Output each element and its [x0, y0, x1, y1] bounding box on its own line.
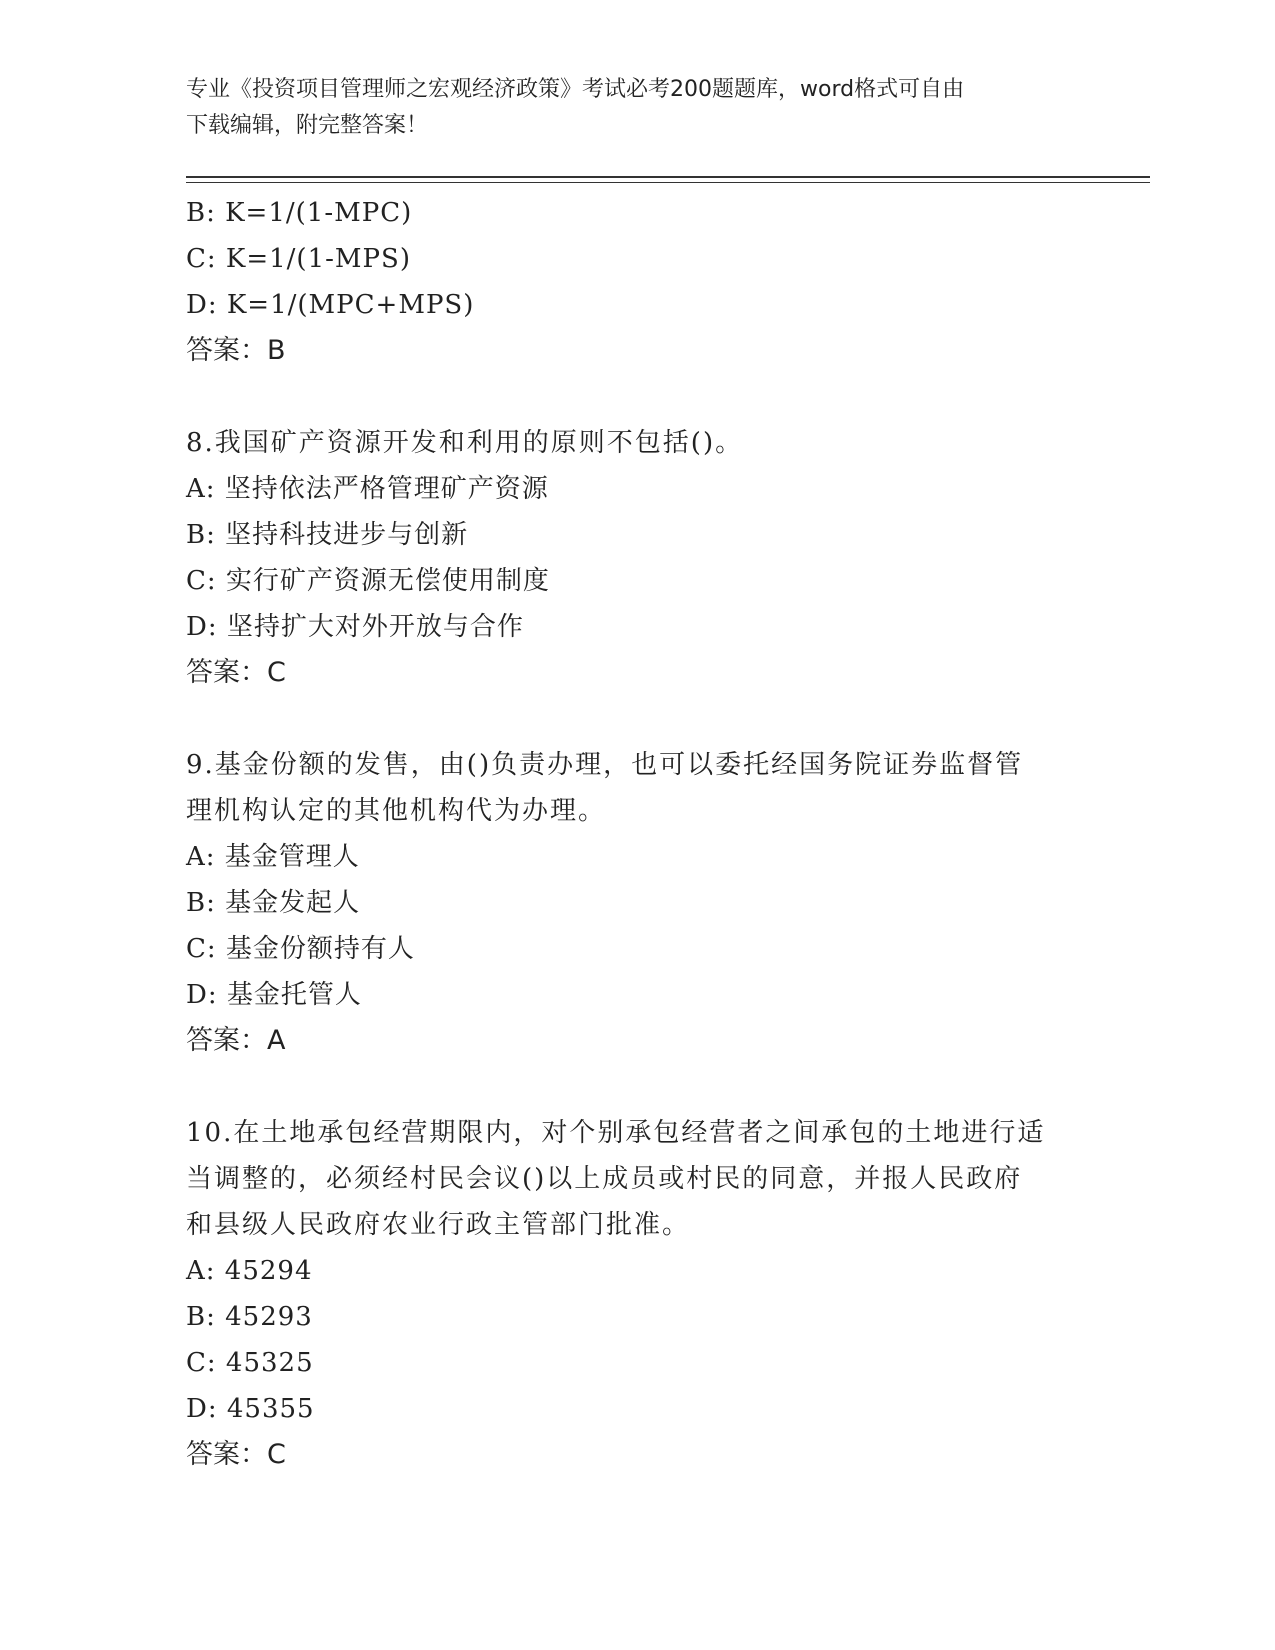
question-9: [186, 742, 1086, 1064]
option-a: A: 基金管理人: [186, 842, 360, 872]
option-c: C: K=1/(1-MPS): [186, 244, 411, 274]
question-text-line-1: 9.基金份额的发售，由()负责办理，也可以委托经国务院证券监督管: [186, 750, 1024, 780]
option-b: B: 基金发起人: [186, 888, 361, 918]
option-d: D: 基金托管人: [186, 980, 362, 1010]
option-c: C: 45325: [186, 1348, 314, 1378]
question-10: [186, 1110, 1086, 1478]
option-b: B: 坚持科技进步与创新: [186, 520, 469, 550]
answer: 答案：B: [186, 335, 286, 366]
question-8: [186, 420, 1086, 696]
option-d: D: 45355: [186, 1394, 315, 1424]
question-text: 8.我国矿产资源开发和利用的原则不包括()。: [186, 428, 744, 458]
option-d: D: 坚持扩大对外开放与合作: [186, 612, 524, 642]
header-line-2: 下载编辑，附完整答案！: [186, 113, 429, 138]
header-line-1: 专业《投资项目管理师之宏观经济政策》考试必考200题题库，word格式可自由: [186, 77, 965, 102]
answer: 答案：C: [186, 657, 286, 688]
option-b: B: 45293: [186, 1302, 313, 1332]
option-b: B: K=1/(1-MPC): [186, 198, 413, 228]
header-rule-thick: [186, 176, 1150, 178]
question-text-line-1: 10.在土地承包经营期限内，对个别承包经营者之间承包的土地进行适: [186, 1118, 1046, 1148]
option-d: D: K=1/(MPC+MPS): [186, 290, 475, 320]
header-rule-thin: [186, 182, 1150, 183]
question-text-line-3: 和县级人民政府农业行政主管部门批准。: [186, 1210, 691, 1240]
document-body: [186, 190, 1086, 1478]
question-7: [186, 190, 1086, 374]
question-text-line-2: 当调整的，必须经村民会议()以上成员或村民的同意，并报人民政府: [186, 1164, 1023, 1194]
option-a: A: 坚持依法严格管理矿产资源: [186, 474, 549, 504]
answer: 答案：A: [186, 1025, 286, 1056]
option-c: C: 实行矿产资源无偿使用制度: [186, 566, 550, 596]
question-text-line-2: 理机构认定的其他机构代为办理。: [186, 796, 607, 826]
option-c: C: 基金份额持有人: [186, 934, 415, 964]
document-header: [186, 72, 1086, 144]
answer: 答案：C: [186, 1439, 286, 1470]
option-a: A: 45294: [186, 1256, 313, 1286]
